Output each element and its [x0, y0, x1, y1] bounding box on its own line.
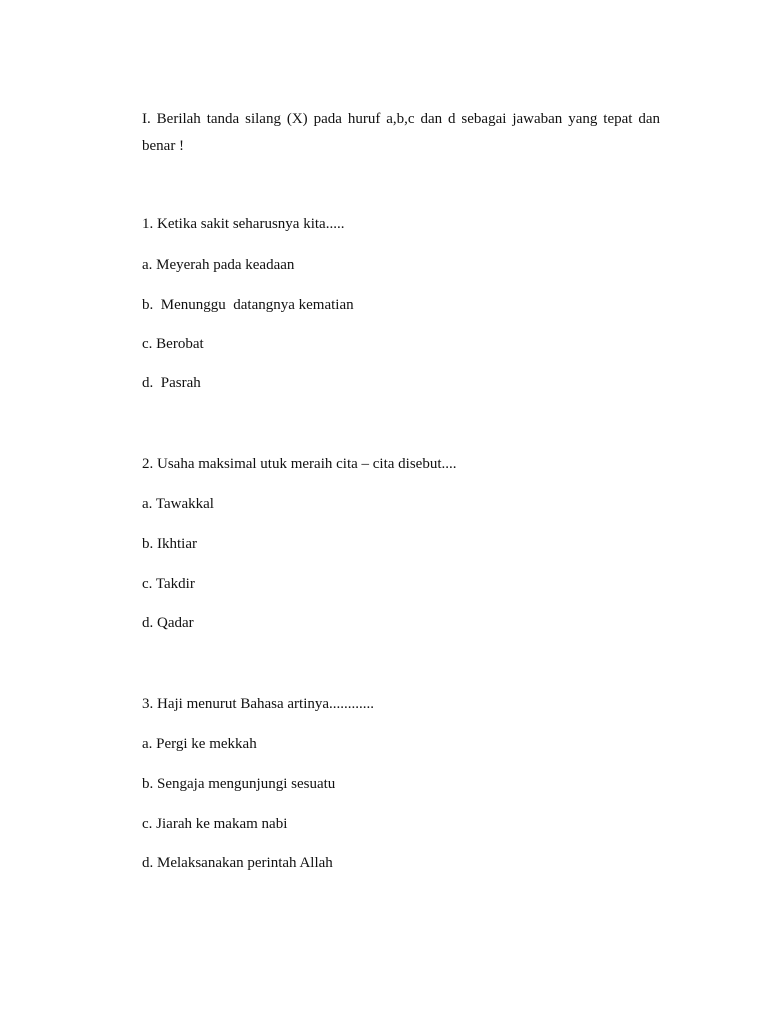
question-2-option-c: c. Takdir — [142, 576, 195, 592]
question-3-option-a: a. Pergi ke mekkah — [142, 736, 257, 752]
question-1-text: 1. Ketika sakit seharusnya kita..... — [142, 216, 345, 232]
question-2-text: 2. Usaha maksimal utuk meraih cita – cita disebut.... — [142, 456, 457, 472]
question-3-option-c: c. Jiarah ke makam nabi — [142, 816, 288, 832]
question-2-option-d: d. Qadar — [142, 615, 194, 631]
instruction-text: I. Berilah tanda silang (X) pada huruf a,b,c dan d sebagai jawaban yang tepat dan benar ! — [142, 111, 660, 154]
question-1-option-a: a. Meyerah pada keadaan — [142, 257, 295, 273]
question-3-text: 3. Haji menurut Bahasa artinya............ — [142, 696, 375, 712]
question-1-option-b: b. Menunggu datangnya kematian — [142, 297, 354, 313]
question-3-option-d: d. Melaksanakan perintah Allah — [142, 855, 333, 871]
question-2-option-a: a. Tawakkal — [142, 496, 214, 512]
question-2-option-b: b. Ikhtiar — [142, 536, 197, 552]
question-3-option-b: b. Sengaja mengunjungi sesuatu — [142, 776, 336, 792]
question-1-option-c: c. Berobat — [142, 336, 204, 352]
question-1-option-d: d. Pasrah — [142, 375, 201, 391]
